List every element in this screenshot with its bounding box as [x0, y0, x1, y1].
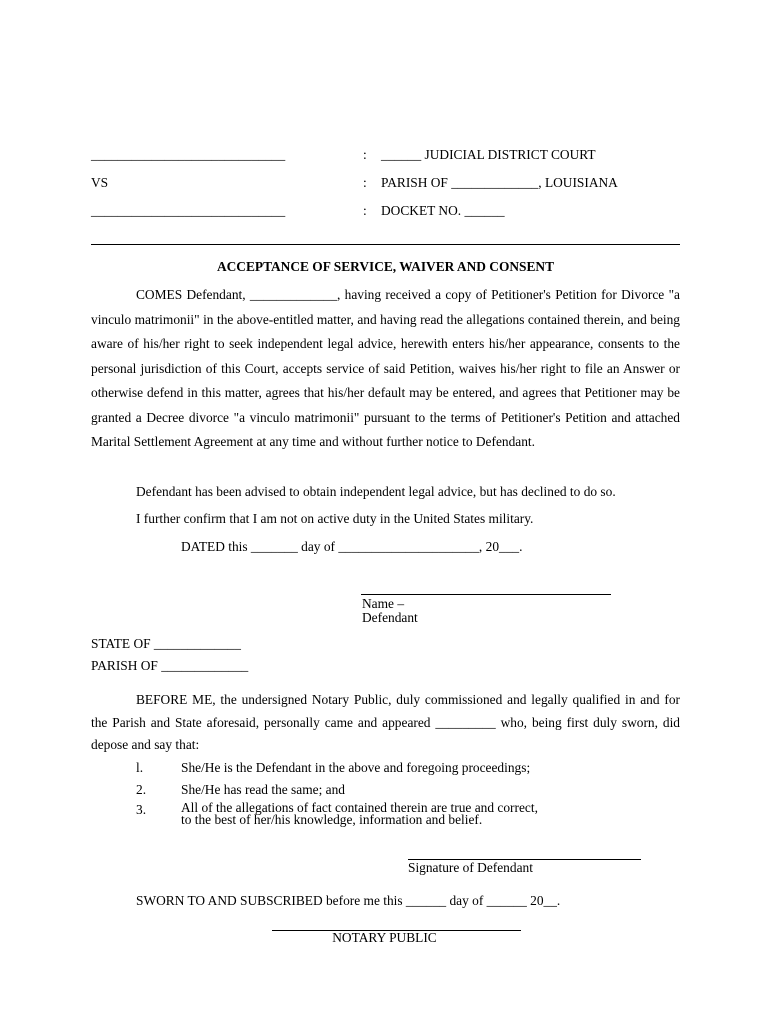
defendant-label: Defendant [362, 610, 418, 625]
name-label: Name – [362, 596, 405, 611]
caption-colon: : [363, 147, 367, 162]
list-item-number: 2. [136, 782, 147, 797]
list-item-continuation: to the best of her/his knowledge, information and belief. [181, 812, 483, 827]
court-name: ______ JUDICIAL DISTRICT COURT [381, 147, 596, 162]
list-item: She/He is the Defendant in the above and foregoing proceedings; [181, 760, 531, 775]
signature-of-defendant-label: Signature of Defendant [408, 860, 533, 875]
sworn-line: SWORN TO AND SUBSCRIBED before me this ______ day of ______ 20__. [136, 893, 561, 908]
list-item-number: l. [136, 760, 144, 775]
notary-intro-paragraph: BEFORE ME, the undersigned Notary Public, duly commissioned and legally qualified in and for the Parish and State aforesaid, personally came and appeared _________ who, being first duly sworn, did depose and say that: [91, 692, 680, 752]
dated-line: DATED this _______ day of _____________________, 20___. [181, 539, 523, 554]
caption-colon: : [363, 203, 367, 218]
defendant-signature-line [361, 594, 611, 595]
list-item: All of the allegations of fact contained therein are true and correct, [181, 800, 538, 815]
notary-public-label: NOTARY PUBLIC [332, 930, 437, 945]
defendant-line: _____________________________ [91, 203, 286, 218]
caption-divider [91, 244, 680, 245]
military-paragraph: I further confirm that I am not on active duty in the United States military. [136, 511, 534, 526]
docket-number: DOCKET NO. ______ [381, 203, 505, 218]
caption-colon: : [363, 175, 367, 190]
list-item: She/He has read the same; and [181, 782, 345, 797]
state-of-line: STATE OF _____________ [91, 636, 241, 651]
parish-line: PARISH OF _____________, LOUISIANA [381, 175, 618, 190]
legal-advice-paragraph: Defendant has been advised to obtain independent legal advice, but has declined to do so. [136, 484, 616, 499]
parish-of-line: PARISH OF _____________ [91, 658, 249, 673]
list-item-number: 3. [136, 802, 147, 817]
versus-label: VS [91, 175, 109, 190]
document-title: ACCEPTANCE OF SERVICE, WAIVER AND CONSENT [216, 259, 555, 274]
acceptance-paragraph: COMES Defendant, _____________, having received a copy of Petitioner's Petition for Divorce "a vinculo matrimonii" in the above-entitled matter, and having read the allegations contained therein, and being aware of his/her right to seek independent legal advice, herewith enters his/her appearance, consents to the personal jurisdiction of this Court, accepts service of said Petition, waives his/her right to file an Answer or otherwise defend in this matter, agrees that his/her default may be entered, and agrees that Petitioner may be granted a Decree divorce "a vinculo matrimonii" pursuant to the terms of Petitioner's Petition and attached Marital Settlement Agreement at any time and without further notice to Defendant. [91, 287, 680, 449]
plaintiff-line: _____________________________ [91, 147, 286, 162]
